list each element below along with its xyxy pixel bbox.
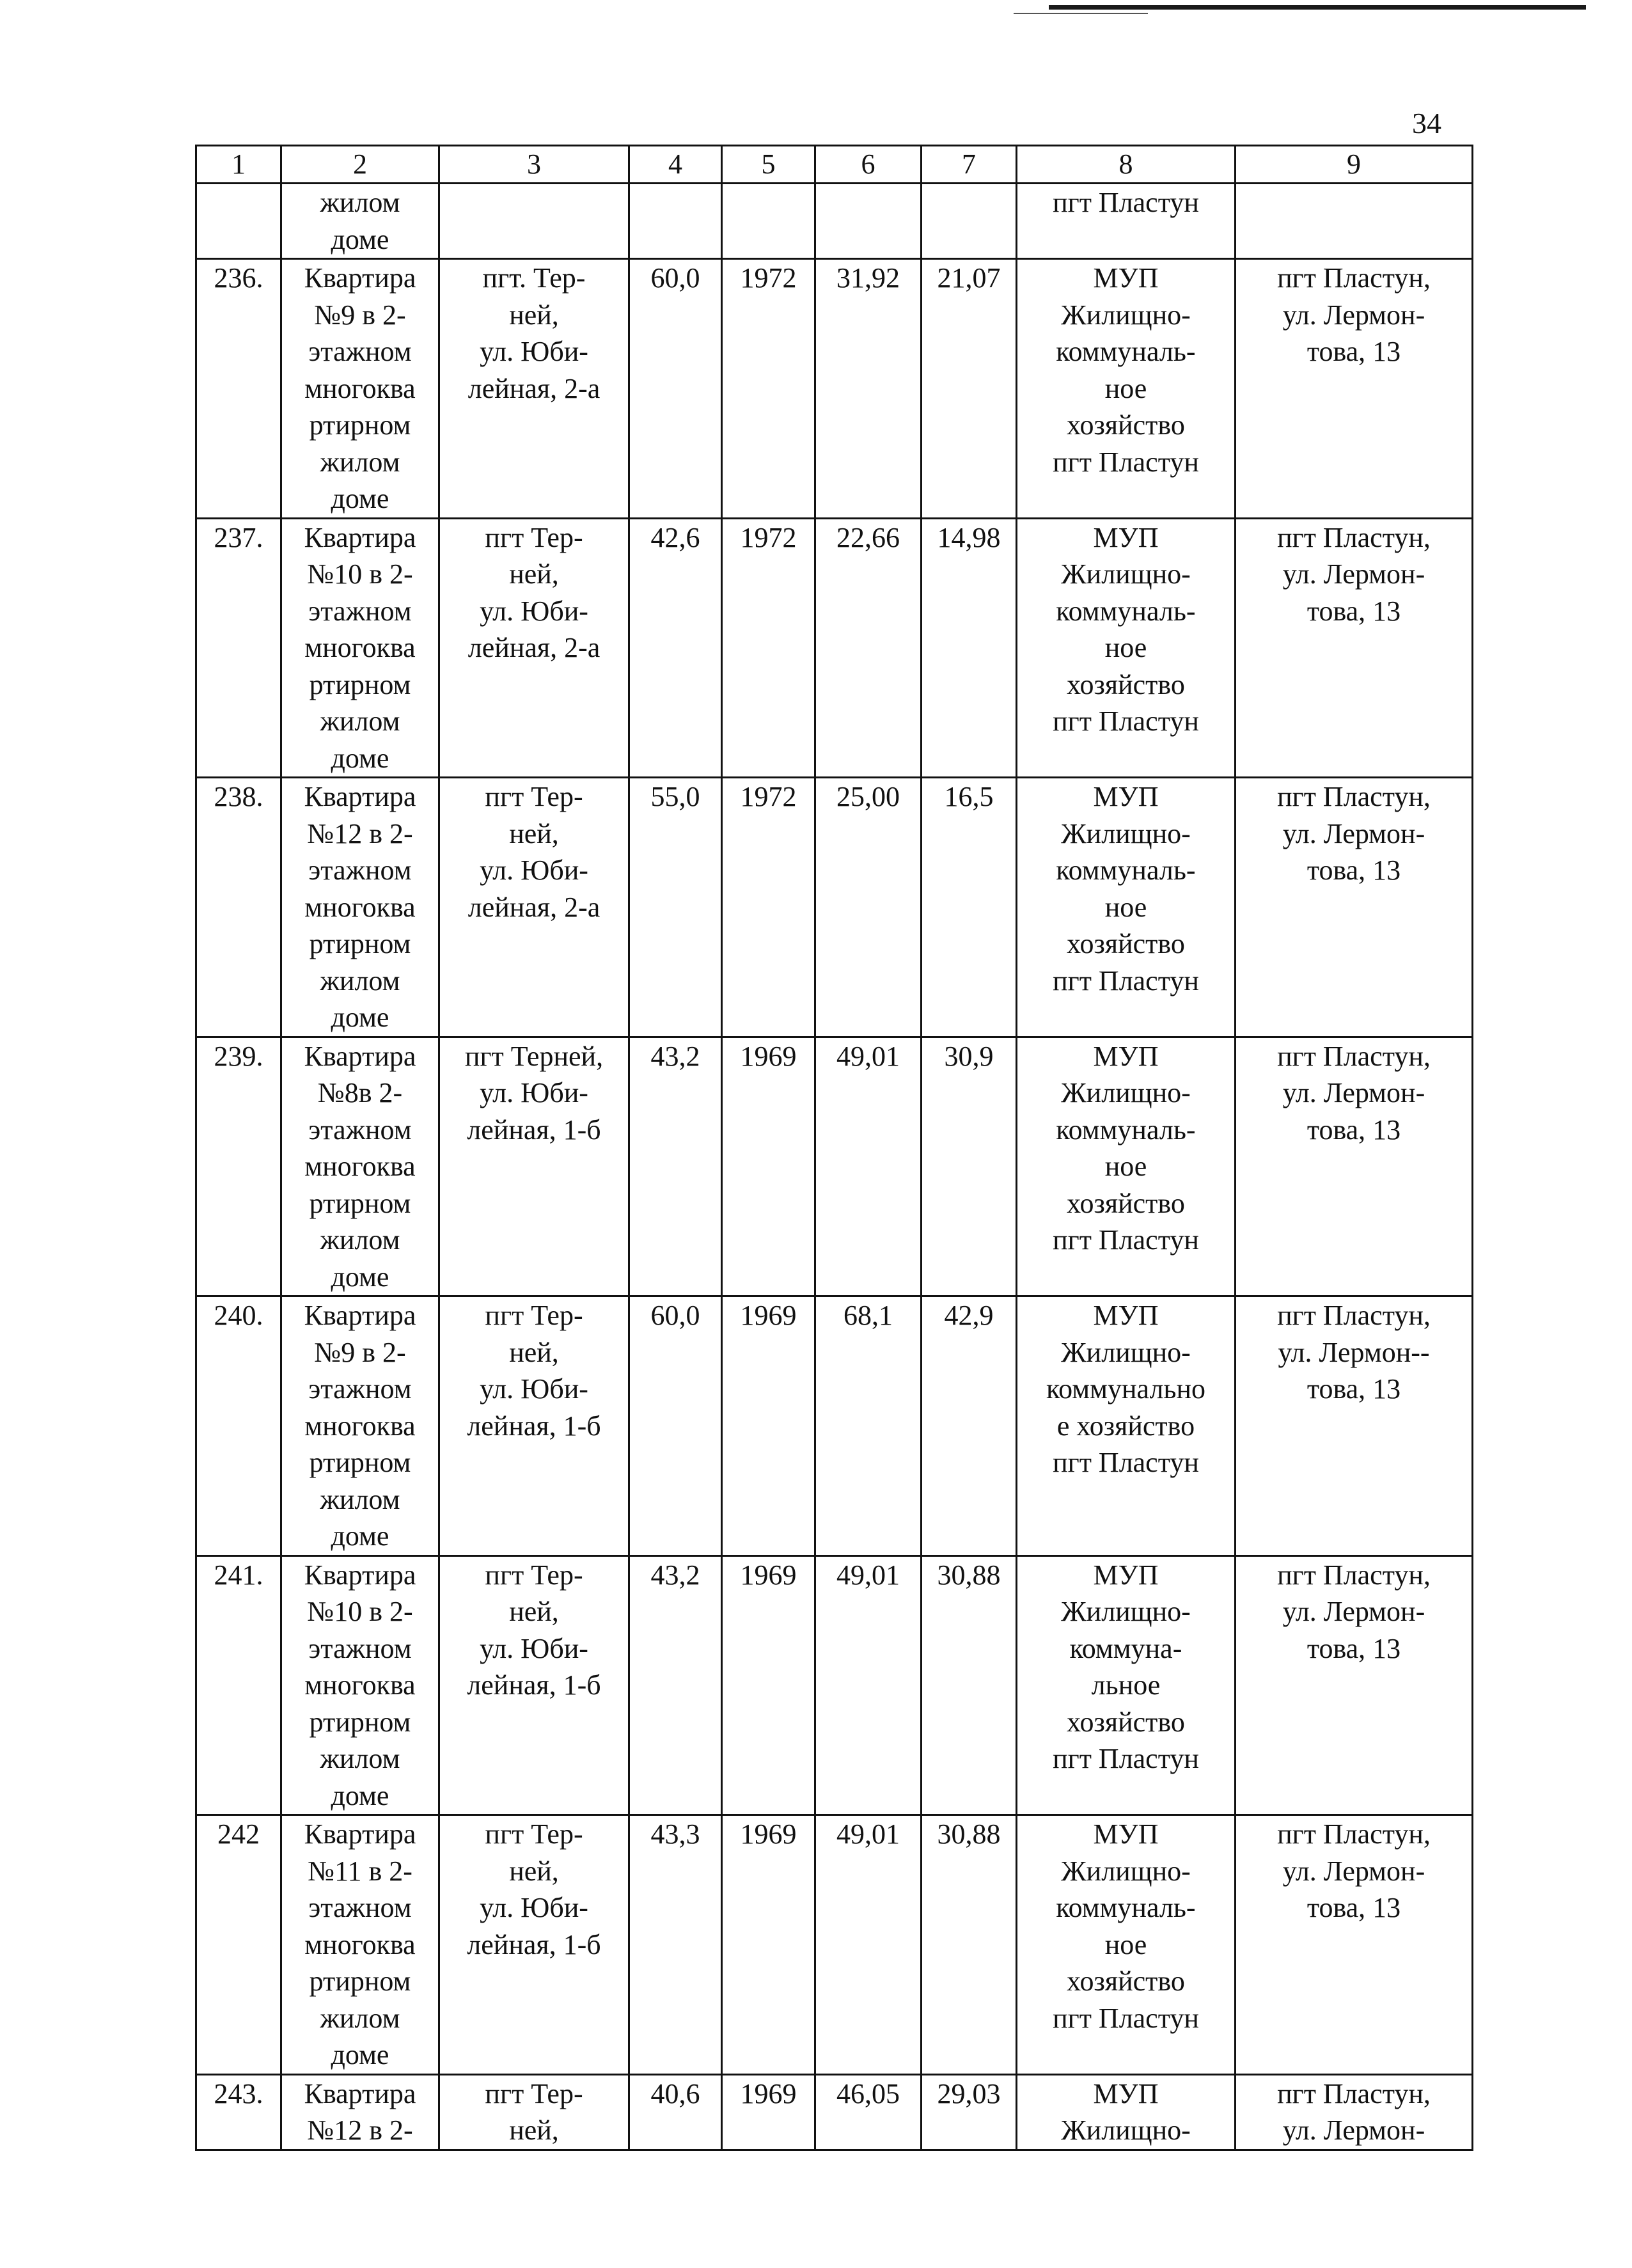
cell-col7: 21,07: [922, 259, 1017, 519]
table-row: [196, 1555, 1473, 1815]
cell-name: [281, 259, 439, 519]
cell-line: пгт Пластун,: [1277, 1040, 1431, 1072]
cell-operator: [1017, 1555, 1236, 1815]
cell-address: [439, 1037, 629, 1296]
cell-number: 240.: [196, 1296, 281, 1556]
cell-line: многоква: [304, 1151, 416, 1182]
top-rule: [1049, 5, 1586, 10]
column-header: 3: [439, 146, 629, 184]
cell-line: этажном: [308, 336, 412, 367]
cell-line: хозяйство: [1067, 928, 1185, 959]
cell-line: ное: [1104, 1928, 1147, 1960]
cell-col7: 14,98: [922, 518, 1017, 778]
cell-line: ул. Юби-: [480, 1077, 588, 1108]
cell-col6: 49,01: [815, 1815, 922, 2075]
cell-name: [281, 1296, 439, 1556]
cell-number: 238.: [196, 778, 281, 1037]
cell-line: ул. Юби-: [480, 1892, 588, 1923]
cell-line: доме: [331, 1779, 389, 1811]
cell-year: 1972: [722, 518, 815, 778]
column-header: 9: [1236, 146, 1473, 184]
cell-line: льное: [1091, 1669, 1161, 1701]
cell-line: МУП: [1093, 1559, 1159, 1591]
cell-line: доме: [331, 1002, 389, 1033]
cell-line: пгт Пластун: [1053, 2002, 1199, 2034]
cell-line: Жилищно-: [1061, 1855, 1191, 1887]
table-row: [196, 1037, 1473, 1296]
cell-line: №12 в 2-: [307, 2114, 413, 2146]
cell-line: №10 в 2-: [307, 558, 413, 590]
cell-line: ней,: [509, 2114, 559, 2146]
cell-line: хозяйство: [1067, 668, 1185, 700]
cell-line: Квартира: [304, 1818, 416, 1850]
cell-address: [439, 1296, 629, 1556]
cell-col6: 31,92: [815, 259, 922, 519]
cell-line: жилом: [320, 705, 400, 737]
cell-line: доме: [331, 742, 389, 774]
cell-line: ное: [1104, 372, 1147, 404]
cell-line: этажном: [308, 1892, 412, 1923]
cell-location: [1236, 2074, 1473, 2150]
cell-name: [281, 518, 439, 778]
cell-number: [196, 184, 281, 259]
cell-line: ртирном: [309, 928, 411, 959]
cell-number: 243.: [196, 2074, 281, 2150]
cell-line: хозяйство: [1067, 409, 1185, 441]
cell-name: [281, 1555, 439, 1815]
cell-line: МУП: [1093, 2077, 1159, 2109]
cell-address: [439, 259, 629, 519]
cell-line: Квартира: [304, 521, 416, 553]
cell-operator: [1017, 1296, 1236, 1556]
cell-line: этажном: [308, 1114, 412, 1146]
cell-line: МУП: [1093, 1040, 1159, 1072]
cell-line: №12 в 2-: [307, 817, 413, 849]
cell-location: [1236, 259, 1473, 519]
cell-line: Жилищно-: [1061, 1596, 1191, 1627]
cell-line: ул. Лермон-: [1282, 817, 1425, 849]
cell-line: ул. Юби-: [480, 1632, 588, 1664]
cell-line: хозяйство: [1067, 1965, 1185, 1997]
cell-line: ул. Лермон-: [1282, 1077, 1425, 1108]
cell-operator: [1017, 184, 1236, 259]
cell-line: коммуналь-: [1056, 854, 1196, 886]
cell-operator: [1017, 778, 1236, 1037]
cell-line: коммуналь-: [1056, 595, 1196, 627]
header-row: [196, 146, 1473, 184]
cell-area: 60,0: [629, 259, 722, 519]
cell-line: ртирном: [309, 1447, 411, 1478]
cell-area: 42,6: [629, 518, 722, 778]
column-header: 5: [722, 146, 815, 184]
cell-number: 242: [196, 1815, 281, 2075]
cell-line: многоква: [304, 632, 416, 663]
cell-location: [1236, 1815, 1473, 2075]
cell-number: 241.: [196, 1555, 281, 1815]
cell-address: [439, 1815, 629, 2075]
column-header: 7: [922, 146, 1017, 184]
cell-line: многоква: [304, 1669, 416, 1701]
cell-area: 43,2: [629, 1555, 722, 1815]
cell-line: пгт Пластун: [1053, 1743, 1199, 1774]
table-row: [196, 2074, 1473, 2150]
property-registry-table: [195, 145, 1473, 2151]
cell-col6: 49,01: [815, 1555, 922, 1815]
cell-line: доме: [331, 1261, 389, 1293]
cell-line: №9 в 2-: [314, 299, 406, 331]
cell-line: ртирном: [309, 1706, 411, 1738]
cell-line: доме: [331, 2039, 389, 2070]
cell-line: ул. Лермон-: [1282, 1855, 1425, 1887]
column-header: 6: [815, 146, 922, 184]
cell-line: ней,: [509, 817, 559, 849]
cell-line: пгт Пластун,: [1277, 521, 1431, 553]
cell-line: жилом: [320, 2002, 400, 2034]
cell-line: жилом: [320, 446, 400, 478]
cell-line: това, 13: [1306, 1892, 1401, 1923]
cell-line: пгт Тер-: [485, 1300, 583, 1331]
cell-line: това, 13: [1306, 854, 1401, 886]
cell-line: ней,: [509, 1336, 559, 1368]
cell-line: това, 13: [1306, 1373, 1401, 1405]
cell-line: многоква: [304, 1410, 416, 1442]
continuation-row: [196, 184, 1473, 259]
cell-line: ное: [1104, 1151, 1147, 1182]
cell-line: жилом: [320, 1224, 400, 1256]
cell-line: това, 13: [1306, 595, 1401, 627]
cell-line: това, 13: [1306, 1114, 1401, 1146]
cell-line: этажном: [308, 854, 412, 886]
cell-location: [1236, 184, 1473, 259]
cell-line: многоква: [304, 372, 416, 404]
cell-line: Жилищно-: [1061, 1077, 1191, 1108]
cell-area: 40,6: [629, 2074, 722, 2150]
cell-line: МУП: [1093, 262, 1159, 294]
cell-line: коммуналь-: [1056, 336, 1196, 367]
cell-line: пгт Тер-: [485, 521, 583, 553]
cell-year: 1972: [722, 259, 815, 519]
table-row: [196, 1815, 1473, 2075]
cell-col6: 49,01: [815, 1037, 922, 1296]
cell-line: Жилищно-: [1061, 558, 1191, 590]
cell-line: жилом: [320, 1743, 400, 1774]
cell-col7: 29,03: [922, 2074, 1017, 2150]
cell-line: пгт Пластун,: [1277, 2077, 1431, 2109]
cell-year: 1969: [722, 2074, 815, 2150]
cell-area: 60,0: [629, 1296, 722, 1556]
cell-line: МУП: [1093, 1300, 1159, 1331]
cell-operator: [1017, 259, 1236, 519]
cell-name: [281, 778, 439, 1037]
cell-col6: 68,1: [815, 1296, 922, 1556]
cell-line: лейная, 2-а: [467, 891, 600, 923]
cell-line: ул. Лермон-: [1282, 299, 1425, 331]
cell-line: многоква: [304, 891, 416, 923]
cell-number: 239.: [196, 1037, 281, 1296]
cell-line: пгт Пластун: [1053, 705, 1199, 737]
cell-line: пгт Пластун,: [1277, 1300, 1431, 1331]
cell-line: этажном: [308, 595, 412, 627]
cell-line: доме: [331, 483, 389, 514]
cell-location: [1236, 778, 1473, 1037]
cell-line: жилом: [320, 1483, 400, 1515]
cell-area: [629, 184, 722, 259]
cell-year: 1969: [722, 1815, 815, 2075]
cell-line: многоква: [304, 1928, 416, 1960]
cell-line: ное: [1104, 891, 1147, 923]
cell-line: пгт Тер-: [485, 1559, 583, 1591]
page-number: 34: [1412, 107, 1441, 139]
cell-col6: 25,00: [815, 778, 922, 1037]
cell-line: лейная, 1-б: [467, 1928, 601, 1960]
cell-line: пгт Пластун,: [1277, 262, 1431, 294]
cell-line: ней,: [509, 299, 559, 331]
cell-col7: 30,88: [922, 1555, 1017, 1815]
cell-col7: 42,9: [922, 1296, 1017, 1556]
cell-line: Жилищно-: [1061, 299, 1191, 331]
cell-line: това, 13: [1306, 336, 1401, 367]
cell-line: пгт Терней,: [464, 1040, 604, 1072]
cell-line: пгт Пластун: [1053, 965, 1199, 996]
cell-line: ул. Лермон-: [1282, 2114, 1425, 2146]
cell-address: [439, 1555, 629, 1815]
cell-number: 237.: [196, 518, 281, 778]
table-row: [196, 518, 1473, 778]
cell-location: [1236, 518, 1473, 778]
cell-line: ртирном: [309, 1965, 411, 1997]
cell-line: №9 в 2-: [314, 1336, 406, 1368]
column-header: 2: [281, 146, 439, 184]
cell-year: [722, 184, 815, 259]
cell-address: [439, 778, 629, 1037]
cell-year: 1969: [722, 1555, 815, 1815]
cell-address: [439, 2074, 629, 2150]
cell-line: хозяйство: [1067, 1706, 1185, 1738]
cell-area: 43,3: [629, 1815, 722, 2075]
cell-address: [439, 518, 629, 778]
cell-line: пгт. Тер-: [482, 262, 586, 294]
cell-line: этажном: [308, 1632, 412, 1664]
cell-area: 43,2: [629, 1037, 722, 1296]
cell-line: этажном: [308, 1373, 412, 1405]
cell-line: пгт Пластун: [1053, 446, 1199, 478]
cell-line: №8в 2-: [317, 1077, 403, 1108]
cell-line: МУП: [1093, 521, 1159, 553]
cell-line: ул. Лермон--: [1278, 1336, 1430, 1368]
cell-line: Жилищно-: [1061, 1336, 1191, 1368]
cell-line: ней,: [509, 558, 559, 590]
table-row: [196, 778, 1473, 1037]
cell-line: Жилищно-: [1061, 817, 1191, 849]
cell-line: Квартира: [304, 1300, 416, 1331]
cell-line: пгт Тер-: [485, 2077, 583, 2109]
cell-line: №11 в 2-: [308, 1855, 412, 1887]
cell-operator: [1017, 2074, 1236, 2150]
cell-year: 1972: [722, 778, 815, 1037]
cell-col6: 22,66: [815, 518, 922, 778]
cell-line: ртирном: [309, 1187, 411, 1219]
column-header: 1: [196, 146, 281, 184]
cell-year: 1969: [722, 1037, 815, 1296]
cell-line: лейная, 1-б: [467, 1410, 601, 1442]
cell-col7: [922, 184, 1017, 259]
cell-col7: 16,5: [922, 778, 1017, 1037]
cell-line: ул. Юби-: [480, 854, 588, 886]
cell-year: 1969: [722, 1296, 815, 1556]
table-row: [196, 1296, 1473, 1556]
cell-line: пгт Пластун: [1053, 1224, 1199, 1256]
cell-number: 236.: [196, 259, 281, 519]
cell-line: доме: [331, 223, 389, 255]
column-header: 4: [629, 146, 722, 184]
cell-line: ул. Юби-: [480, 595, 588, 627]
cell-col7: 30,9: [922, 1037, 1017, 1296]
cell-line: хозяйство: [1067, 1187, 1185, 1219]
top-rule-thin: [1014, 13, 1148, 14]
cell-line: МУП: [1093, 781, 1159, 812]
cell-line: Квартира: [304, 1559, 416, 1591]
column-header: 8: [1017, 146, 1236, 184]
cell-operator: [1017, 518, 1236, 778]
cell-line: жилом: [320, 187, 400, 218]
cell-col7: 30,88: [922, 1815, 1017, 2075]
cell-line: е хозяйство: [1056, 1410, 1195, 1442]
cell-col6: 46,05: [815, 2074, 922, 2150]
cell-name: [281, 2074, 439, 2150]
cell-operator: [1017, 1815, 1236, 2075]
cell-line: доме: [331, 1520, 389, 1552]
table-row: [196, 259, 1473, 519]
cell-line: лейная, 2-а: [467, 632, 600, 663]
cell-line: пгт Пластун,: [1277, 1818, 1431, 1850]
cell-line: лейная, 1-б: [467, 1114, 601, 1146]
cell-line: пгт Пластун,: [1277, 781, 1431, 812]
cell-line: лейная, 2-а: [467, 372, 600, 404]
cell-location: [1236, 1296, 1473, 1556]
cell-operator: [1017, 1037, 1236, 1296]
cell-line: това, 13: [1306, 1632, 1401, 1664]
cell-name: [281, 184, 439, 259]
cell-line: ней,: [509, 1855, 559, 1887]
cell-line: Квартира: [304, 2077, 416, 2109]
cell-line: пгт Тер-: [485, 781, 583, 812]
cell-line: ул. Юби-: [480, 1373, 588, 1405]
cell-line: ул. Юби-: [480, 336, 588, 367]
cell-line: Квартира: [304, 262, 416, 294]
cell-line: ртирном: [309, 668, 411, 700]
cell-line: ное: [1104, 632, 1147, 663]
cell-line: №10 в 2-: [307, 1596, 413, 1627]
cell-line: Жилищно-: [1061, 2114, 1191, 2146]
cell-line: Квартира: [304, 781, 416, 812]
cell-line: коммуна-: [1069, 1632, 1182, 1664]
cell-line: коммуналь-: [1056, 1114, 1196, 1146]
cell-line: коммунально: [1046, 1373, 1206, 1405]
cell-line: ртирном: [309, 409, 411, 441]
cell-line: пгт Пластун: [1053, 187, 1199, 218]
cell-area: 55,0: [629, 778, 722, 1037]
cell-location: [1236, 1555, 1473, 1815]
cell-line: ней,: [509, 1596, 559, 1627]
cell-col6: [815, 184, 922, 259]
cell-line: МУП: [1093, 1818, 1159, 1850]
cell-name: [281, 1037, 439, 1296]
cell-line: коммуналь-: [1056, 1892, 1196, 1923]
cell-line: пгт Тер-: [485, 1818, 583, 1850]
cell-line: жилом: [320, 965, 400, 996]
cell-name: [281, 1815, 439, 2075]
cell-location: [1236, 1037, 1473, 1296]
cell-line: пгт Пластун: [1053, 1447, 1199, 1478]
cell-line: ул. Лермон-: [1282, 1596, 1425, 1627]
cell-line: Квартира: [304, 1040, 416, 1072]
cell-line: ул. Лермон-: [1282, 558, 1425, 590]
cell-address: [439, 184, 629, 259]
cell-line: пгт Пластун,: [1277, 1559, 1431, 1591]
cell-line: лейная, 1-б: [467, 1669, 601, 1701]
